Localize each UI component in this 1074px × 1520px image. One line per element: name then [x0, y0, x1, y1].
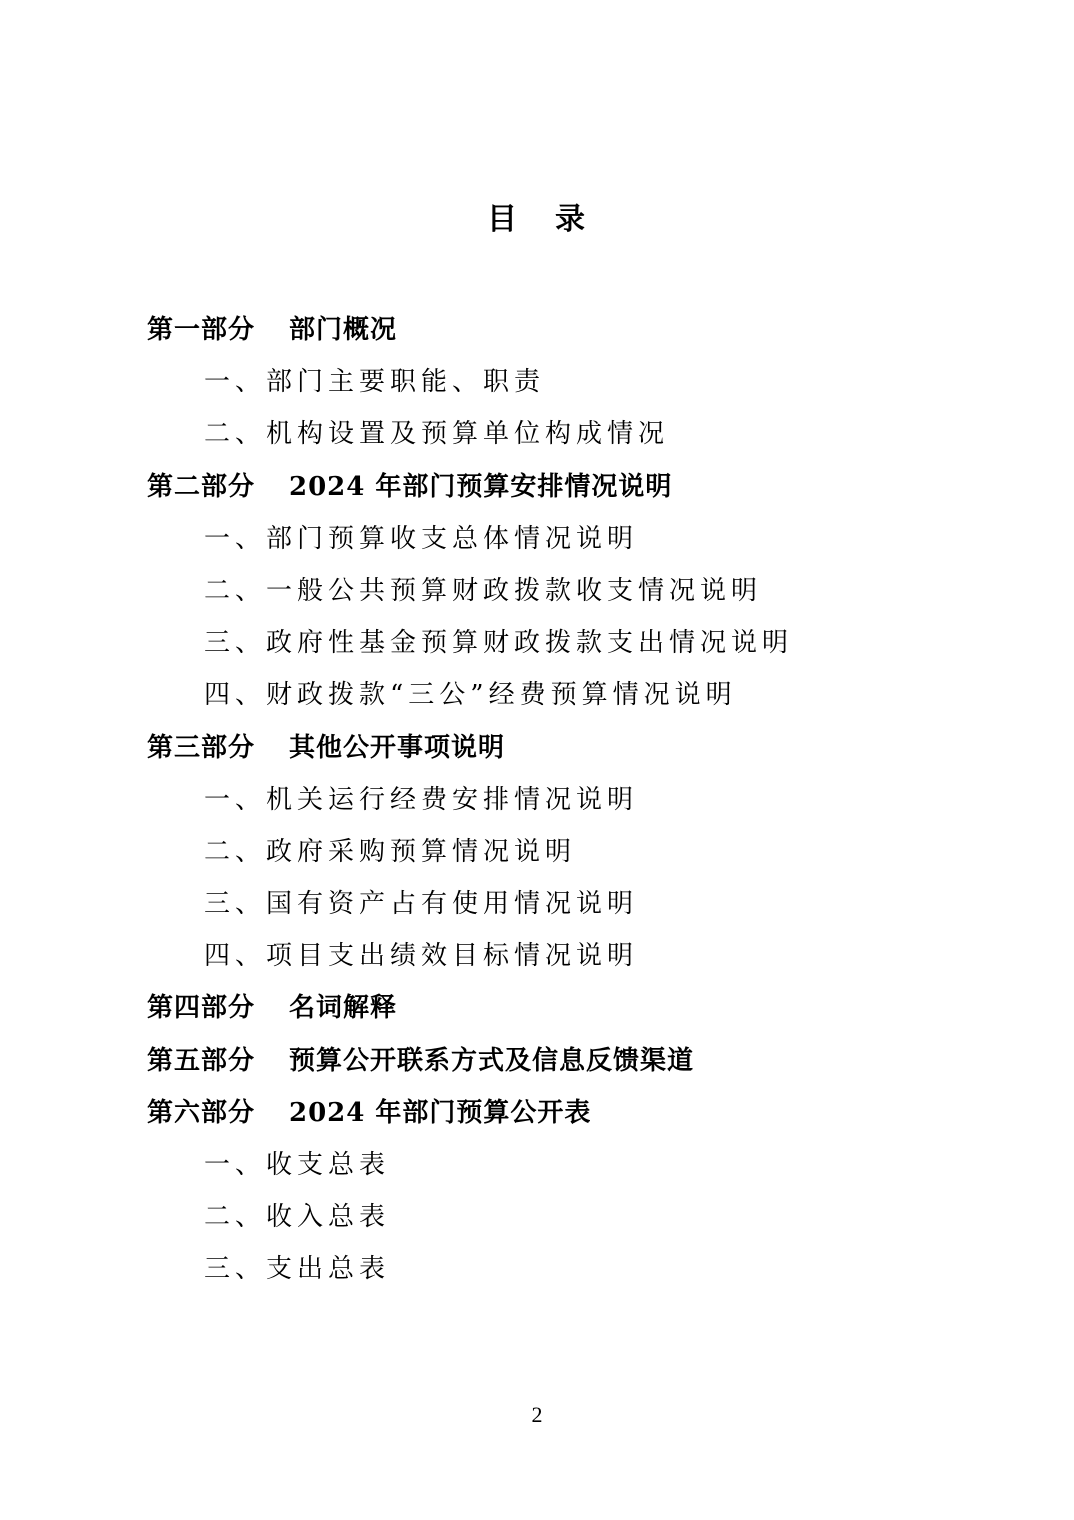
part-title: 其他公开事项说明 — [289, 732, 506, 763]
toc-part-5[interactable] — [147, 1035, 1027, 1087]
toc-item[interactable]: 三、支出总表 — [204, 1254, 391, 1285]
part-title: 部门概况 — [289, 315, 398, 345]
table-of-contents — [147, 304, 1027, 1296]
toc-item[interactable]: 一、部门预算收支总体情况说明 — [204, 523, 639, 554]
page-title — [0, 196, 1074, 244]
toc-item[interactable]: 二、政府采购预算情况说明 — [204, 836, 577, 867]
toc-item[interactable]: 四、财政拨款“三公”经费预算情况说明 — [204, 680, 737, 711]
toc-item[interactable]: 四、项目支出绩效目标情况说明 — [204, 941, 639, 972]
toc-item[interactable]: 三、政府性基金预算财政拨款支出情况说明 — [204, 628, 794, 659]
toc-item[interactable]: 二、收入总表 — [204, 1202, 391, 1233]
title-char-left: 目 — [487, 202, 519, 237]
toc-item[interactable]: 三、国有资产占有使用情况说明 — [204, 889, 639, 920]
part-label: 第一部分 — [147, 315, 256, 345]
toc-item[interactable]: 一、机关运行经费安排情况说明 — [204, 784, 639, 815]
part-label: 第二部分 — [147, 471, 256, 502]
toc-part-3[interactable] — [147, 722, 1027, 774]
toc-item[interactable]: 一、部门主要职能、职责 — [204, 367, 546, 398]
toc-item[interactable]: 二、机构设置及预算单位构成情况 — [204, 419, 670, 450]
part-title: 名词解释 — [289, 993, 398, 1024]
toc-part-4[interactable] — [147, 982, 1027, 1034]
part-title: 2024 年部门预算公开表 — [289, 1097, 592, 1128]
page-number: 2 — [531, 1402, 543, 1427]
toc-part-1[interactable] — [147, 304, 1027, 356]
part-label: 第五部分 — [147, 1045, 256, 1076]
toc-part-6[interactable] — [147, 1087, 1027, 1139]
toc-part-2[interactable] — [147, 461, 1027, 513]
part-label: 第三部分 — [147, 732, 256, 763]
title-char-right: 录 — [555, 202, 587, 237]
part-label: 第六部分 — [147, 1097, 256, 1128]
part-title: 预算公开联系方式及信息反馈渠道 — [289, 1045, 695, 1076]
toc-item[interactable]: 一、收支总表 — [204, 1150, 391, 1180]
part-title: 2024 年部门预算安排情况说明 — [289, 471, 673, 502]
toc-item[interactable]: 二、一般公共预算财政拨款收支情况说明 — [204, 575, 763, 606]
part-label: 第四部分 — [147, 993, 256, 1024]
